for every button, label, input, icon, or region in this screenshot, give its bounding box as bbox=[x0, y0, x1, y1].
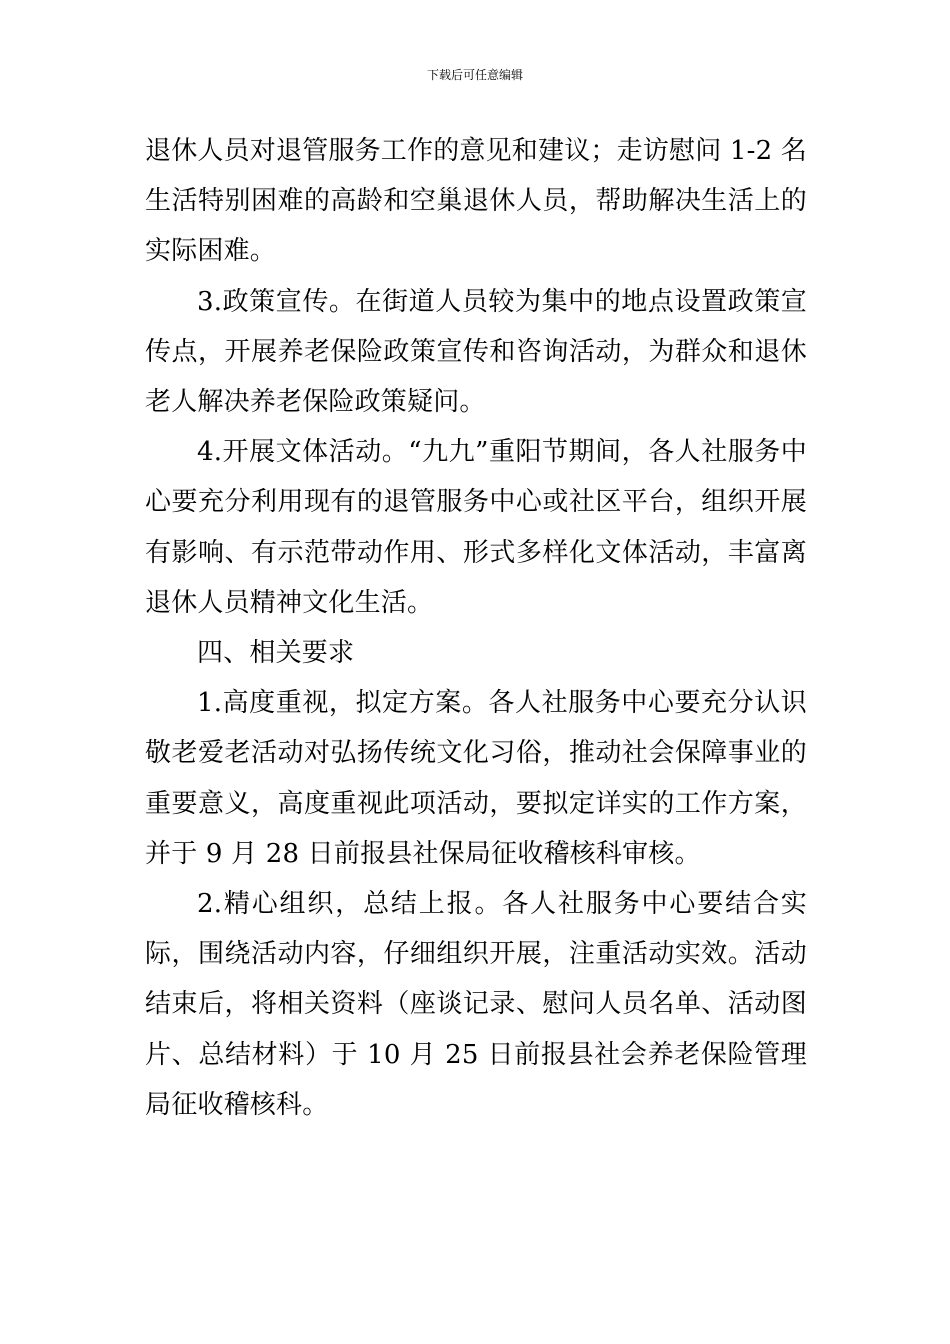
paragraph-report: 2.精心组织，总结上报。各人社服务中心要结合实际，围绕活动内容，仔细组织开展，注重活动实效。活动结束后，将相关资料（座谈记录、慰问人员名单、活动图片、总结材料）于 10 月 25 日前报县社会养老保险管理局征收稽核科。 bbox=[145, 889, 807, 1120]
document-body bbox=[145, 126, 807, 1130]
paragraph-cultural-activities: 4.开展文体活动。“九九”重阳节期间，各人社服务中心要充分利用现有的退管服务中心或社区平台，组织开展有影响、有示范带动作用、形式多样化文体活动，丰富离退休人员精神文化生活。 bbox=[145, 437, 807, 618]
section-heading-requirements: 四、相关要求 bbox=[197, 638, 355, 669]
paragraph-plan: 1.高度重视，拟定方案。各人社服务中心要充分认识敬老爱老活动对弘扬传统文化习俗，推动社会保障事业的重要意义，高度重视此项活动，要拟定详实的工作方案，并于 9 月 28 日前报县社保局征收稽核科审核。 bbox=[145, 688, 807, 869]
page-header: 下载后可任意编辑 bbox=[426, 68, 523, 82]
paragraph-policy-promotion: 3.政策宣传。在街道人员较为集中的地点设置政策宣传点，开展养老保险政策宣传和咨询活动，为群众和退休老人解决养老保险政策疑问。 bbox=[145, 286, 807, 418]
paragraph-1: 退休人员对退管服务工作的意见和建议；走访慰问 1-2 名生活特别困难的高龄和空巢退休人员，帮助解决生活上的实际困难。 bbox=[145, 136, 807, 267]
